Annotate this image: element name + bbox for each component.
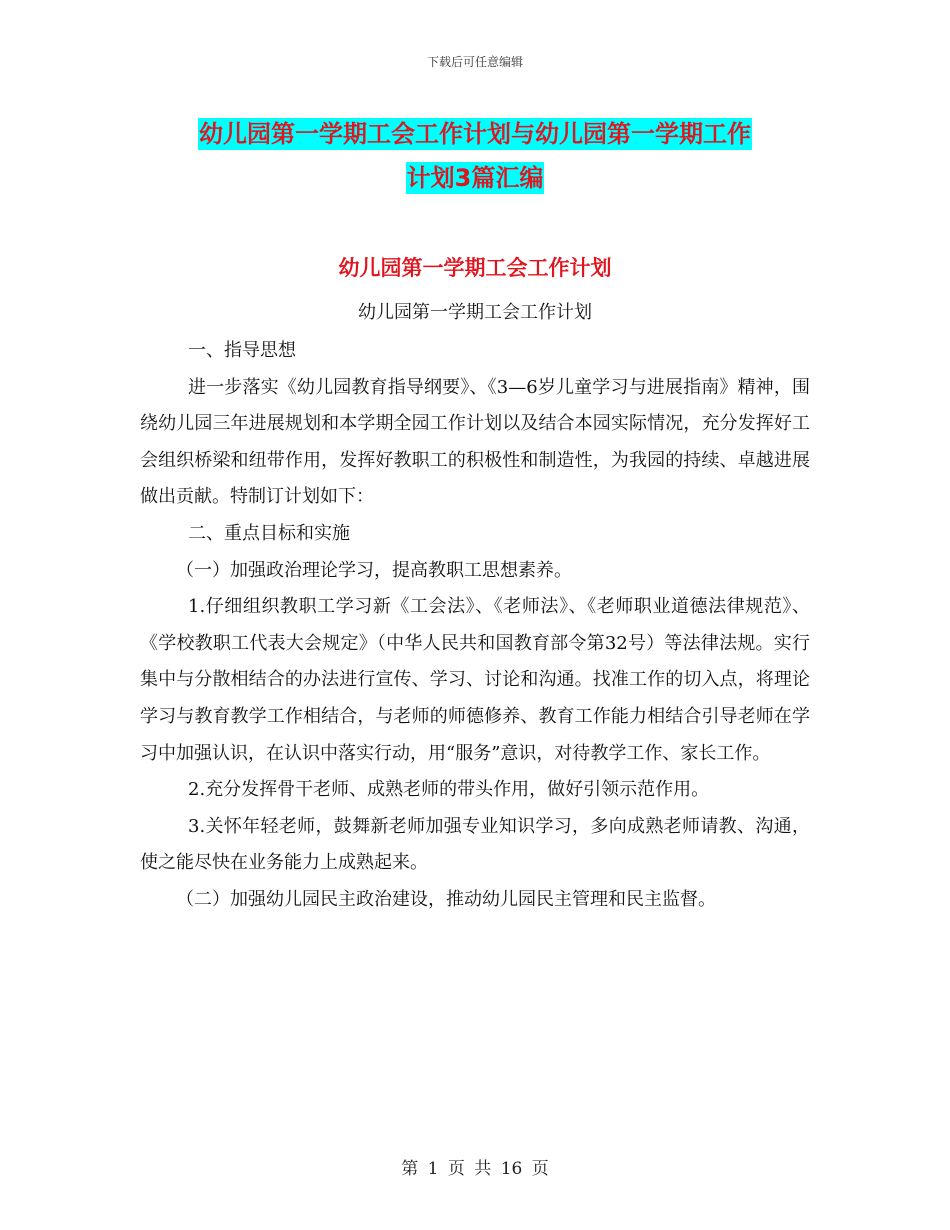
page-footer: 第 1 页 共 16 页 bbox=[401, 1159, 549, 1179]
paragraph-item-3: 3.关怀年轻老师，鼓舞新老师加强专业知识学习，多向成熟老师请教、沟通，使之能尽快在业务能力上成熟起来。 bbox=[140, 815, 810, 874]
title-line-1-text: 幼儿园第一学期工会工作计划与幼儿园第一学期工作 bbox=[199, 120, 751, 148]
title-line-2-text: 计划3篇汇编 bbox=[406, 164, 544, 192]
subheading-political-study: （一）加强政治理论学习，提高教职工思想素养。 bbox=[176, 559, 572, 581]
document-body bbox=[140, 333, 810, 919]
section-subtitle: 幼儿园第一学期工会工作计划 bbox=[358, 302, 592, 323]
subheading-democratic-construction: （二）加强幼儿园民主政治建设，推动幼儿园民主管理和民主监督。 bbox=[176, 888, 716, 910]
paragraph-item-1: 1.仔细组织教职工学习新《工会法》、《老师法》、《老师职业道德法律规范》、《学校教职工代表大会规定》（中华人民共和国教育部令第32号）等法律法规。实行集中与分散相结合的办法进行宣传、学习、讨论和沟通。找准工作的切入点，将理论学习与教育教学工作相结合，与老师的师德修养、教育工作能力相结合引导老师在学习中加强认识，在认识中落实行动，用“服务”意识，对待教学工作、家长工作。 bbox=[140, 596, 810, 764]
section-title: 幼儿园第一学期工会工作计划 bbox=[338, 256, 612, 280]
document-title-line-1 bbox=[0, 114, 950, 149]
header-note: 下载后可任意编辑 bbox=[426, 55, 523, 69]
paragraph-item-2: 2.充分发挥骨干老师、成熟老师的带头作用，做好引领示范作用。 bbox=[188, 779, 710, 801]
paragraph-guiding-ideology: 进一步落实《幼儿园教育指导纲要》、《3—6岁儿童学习与进展指南》精神，围绕幼儿园三年进展规划和本学期全园工作计划以及结合本园实际情况，充分发挥好工会组织桥梁和纽带作用，发挥好教职工的积极性和制造性，为我园的持续、卓越进展做出贡献。特制订计划如下： bbox=[140, 376, 810, 508]
heading-guiding-ideology: 一、指导思想 bbox=[188, 340, 296, 361]
document-title-line-2 bbox=[0, 158, 950, 193]
heading-key-objectives: 二、重点目标和实施 bbox=[188, 522, 350, 544]
